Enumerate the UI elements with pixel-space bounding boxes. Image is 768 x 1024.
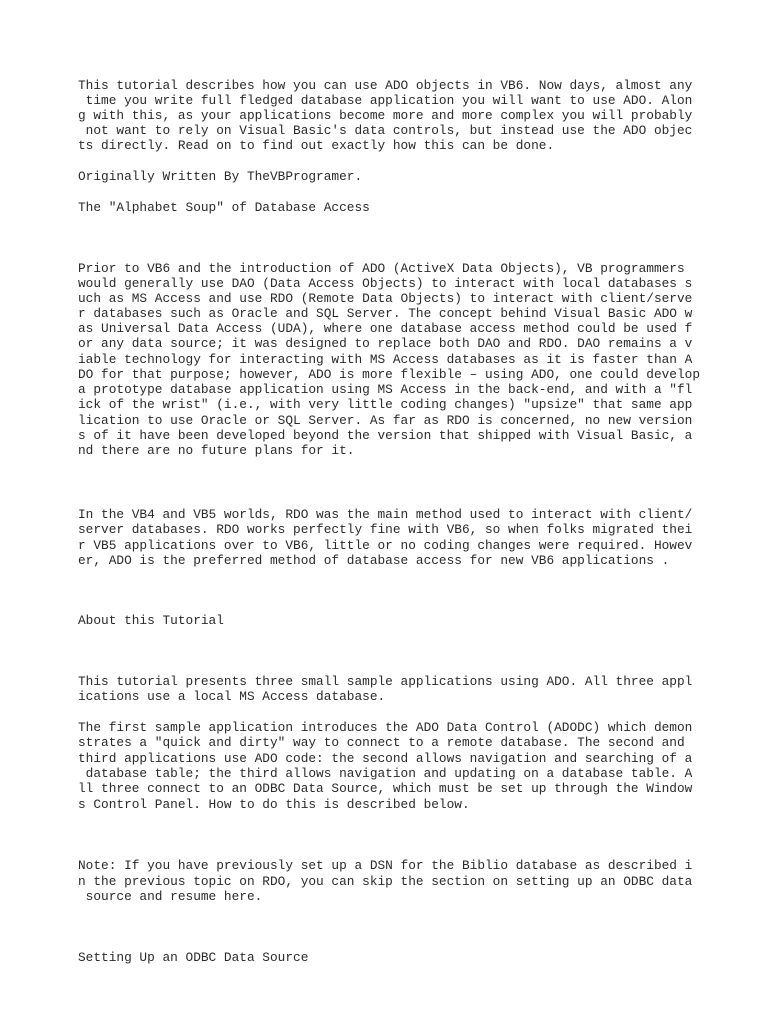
text-line: ications use a local MS Access database. xyxy=(78,689,386,704)
text-line: lication to use Oracle or SQL Server. As far as RDO is concerned, no new version xyxy=(78,413,693,428)
text-line: s Control Panel. How to do this is described below. xyxy=(78,797,470,812)
text-line: nd there are no future plans for it. xyxy=(78,443,355,458)
section-heading: The "Alphabet Soup" of Database Access xyxy=(78,200,370,215)
text-line: ts directly. Read on to find out exactly how this can be done. xyxy=(78,138,555,153)
text-line: s of it have been developed beyond the version that shipped with Visual Basic, a xyxy=(78,428,693,443)
text-line: ll three connect to an ODBC Data Source, which must be set up through the Window xyxy=(78,781,693,796)
text-line: time you write full fledged database application you will want to use ADO. Alon xyxy=(78,93,693,108)
text-line: DO for that purpose; however, ADO is more flexible – using ADO, one could develop xyxy=(78,367,701,382)
text-line: This tutorial presents three small sample applications using ADO. All three appl xyxy=(78,674,693,689)
section-heading: About this Tutorial xyxy=(78,613,224,628)
text-line: g with this, as your applications become more and more complex you will probably xyxy=(78,108,693,123)
text-line: or any data source; it was designed to replace both DAO and RDO. DAO remains a v xyxy=(78,336,693,351)
text-line: source and resume here. xyxy=(78,889,263,904)
author-line: Originally Written By TheVBProgramer. xyxy=(78,169,363,184)
text-line: would generally use DAO (Data Access Objects) to interact with local databases s xyxy=(78,276,693,291)
text-line: er, ADO is the preferred method of database access for new VB6 applications . xyxy=(78,553,670,568)
text-line: In the VB4 and VB5 worlds, RDO was the main method used to interact with client/ xyxy=(78,507,693,522)
text-line: The first sample application introduces the ADO Data Control (ADODC) which demon xyxy=(78,720,693,735)
text-line: not want to rely on Visual Basic's data controls, but instead use the ADO objec xyxy=(78,123,693,138)
section-heading: Setting Up an ODBC Data Source xyxy=(78,950,309,965)
text-line: server databases. RDO works perfectly fine with VB6, so when folks migrated thei xyxy=(78,522,693,537)
text-line: strates a "quick and dirty" way to connect to a remote database. The second and xyxy=(78,735,685,750)
text-line: ick of the wrist" (i.e., with very little coding changes) "upsize" that same app xyxy=(78,397,693,412)
text-line: database table; the third allows navigation and updating on a database table. A xyxy=(78,766,693,781)
text-line: Note: If you have previously set up a DSN for the Biblio database as described i xyxy=(78,858,693,873)
text-line: r databases such as Oracle and SQL Server. The concept behind Visual Basic ADO w xyxy=(78,306,693,321)
text-line: r VB5 applications over to VB6, little or no coding changes were required. Howev xyxy=(78,538,693,553)
text-line: n the previous topic on RDO, you can skip the section on setting up an ODBC data xyxy=(78,874,693,889)
text-line: iable technology for interacting with MS Access databases as it is faster than A xyxy=(78,352,693,367)
text-line: a prototype database application using MS Access in the back-end, and with a "fl xyxy=(78,382,693,397)
text-line: Prior to VB6 and the introduction of ADO (ActiveX Data Objects), VB programmers xyxy=(78,261,685,276)
text-line: third applications use ADO code: the second allows navigation and searching of a xyxy=(78,751,693,766)
text-line: This tutorial describes how you can use ADO objects in VB6. Now days, almost any xyxy=(78,78,693,93)
text-line: as Universal Data Access (UDA), where one database access method could be used f xyxy=(78,321,693,336)
text-line: uch as MS Access and use RDO (Remote Data Objects) to interact with client/serve xyxy=(78,291,693,306)
